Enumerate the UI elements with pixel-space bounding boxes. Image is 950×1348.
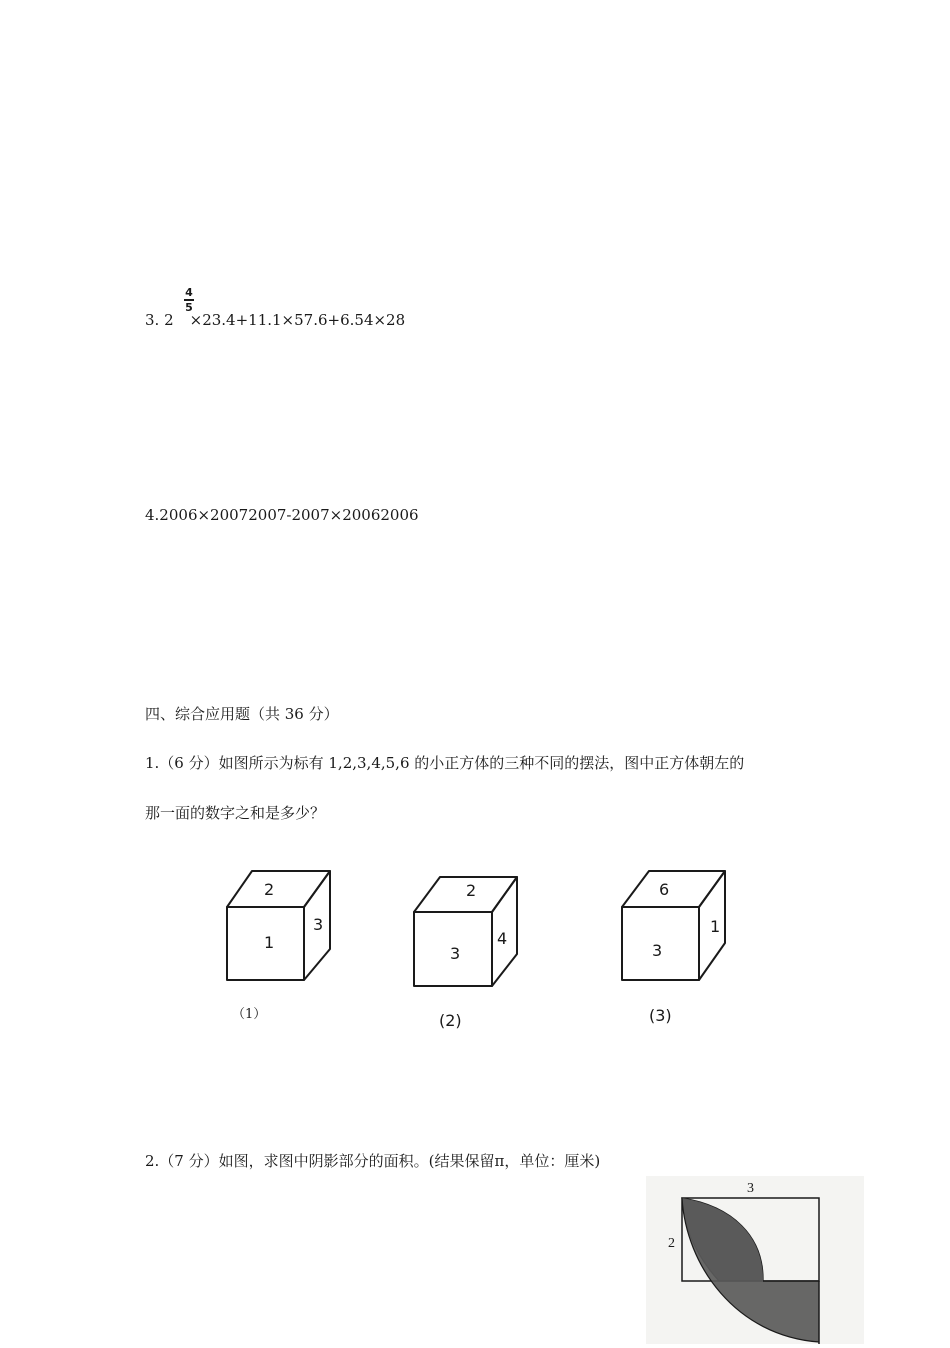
shaded-area-drawing [646, 1176, 864, 1344]
cube-figure-3 [621, 869, 729, 983]
question-1-line-1: 1.（6 分）如图所示为标有 1,2,3,4,5,6 的小正方体的三种不同的摆法，图中正方体朝左的 [145, 754, 745, 772]
cube-2-side-number: 4 [497, 929, 508, 948]
problem-3 [145, 311, 405, 329]
problem-4: 4.2006×20072007-2007×20062006 [145, 506, 419, 524]
figure-label-left: 2 [668, 1236, 675, 1251]
section-4-heading: 四、综合应用题（共 36 分） [145, 705, 339, 723]
shaded-area-figure [646, 1176, 864, 1344]
problem-3-expression: ×23.4+11.1×57.6+6.54×28 [189, 311, 406, 329]
cube-3-caption: (3) [649, 1006, 672, 1025]
question-2-text: 2.（7 分）如图，求图中阴影部分的面积。(结果保留π，单位：厘米) [145, 1152, 601, 1170]
cube-3-top-number: 6 [659, 880, 670, 899]
cube-2-caption: (2) [439, 1011, 462, 1030]
cube-figure-1 [226, 869, 334, 983]
cube-2-top-number: 2 [466, 881, 477, 900]
fraction-numerator: 4 [185, 286, 193, 299]
cube-2-front-number: 3 [450, 944, 461, 963]
cube-3-front-number: 3 [652, 941, 663, 960]
figure-label-top: 3 [747, 1181, 754, 1196]
fraction-denominator: 5 [185, 300, 193, 314]
cube-3-side-number: 1 [710, 917, 721, 936]
problem-3-prefix: 3. 2 [145, 311, 174, 329]
fraction-four-fifths [184, 287, 194, 313]
question-1-line-2: 那一面的数字之和是多少？ [145, 804, 326, 822]
cube-1-top-number: 2 [264, 880, 275, 899]
cube-1-caption: （1） [232, 1007, 267, 1022]
cube-1-front-number: 1 [264, 933, 275, 952]
cube-1-side-number: 3 [313, 915, 324, 934]
cube-figure-2 [413, 875, 521, 989]
